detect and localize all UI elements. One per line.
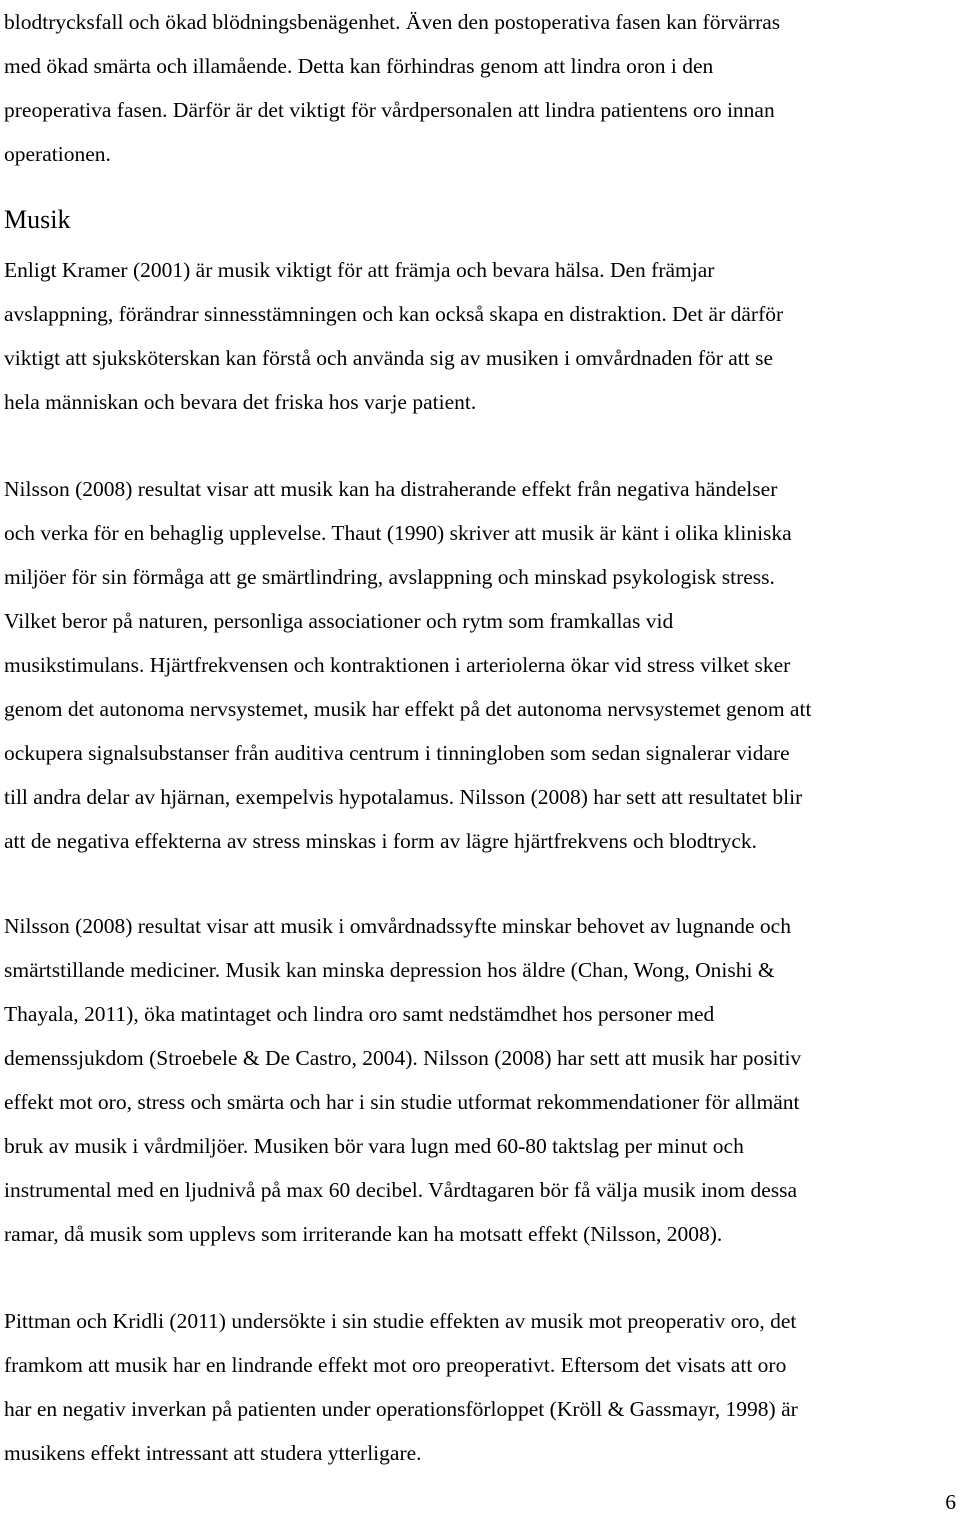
text-line: Enligt Kramer (2001) är musik viktigt för att främja och bevara hälsa. Den främjar: [4, 258, 715, 282]
text-line: genom det autonoma nervsystemet, musik har effekt på det autonoma nervsystemet genom att: [4, 697, 812, 721]
text-line: instrumental med en ljudnivå på max 60 decibel. Vårdtagaren bör få välja musik inom dessa: [4, 1178, 798, 1202]
section-heading: Musik: [4, 205, 71, 234]
text-line: miljöer för sin förmåga att ge smärtlindring, avslappning och minskad psykologisk stress.: [4, 565, 775, 589]
text-line: Pittman och Kridli (2011) undersökte i sin studie effekten av musik mot preoperativ oro, det: [4, 1309, 797, 1333]
text-line: att de negativa effekterna av stress minskas i form av lägre hjärtfrekvens och blodtryck.: [4, 829, 758, 853]
text-line: demenssjukdom (Stroebele & De Castro, 2004). Nilsson (2008) har sett att musik har positiv: [4, 1046, 802, 1070]
text-line: effekt mot oro, stress och smärta och har i sin studie utformat rekommendationer för allmänt: [4, 1090, 800, 1114]
text-line: bruk av musik i vårdmiljöer. Musiken bör vara lugn med 60-80 taktslag per minut och: [4, 1134, 744, 1158]
text-line: musikstimulans. Hjärtfrekvensen och kontraktionen i arteriolerna ökar vid stress vilket sker: [4, 653, 791, 677]
text-line: preoperativa fasen. Därför är det viktigt för vårdpersonalen att lindra patientens oro innan: [4, 98, 775, 122]
text-line: ramar, då musik som upplevs som irriterande kan ha motsatt effekt (Nilsson, 2008).: [4, 1222, 723, 1246]
text-line: operationen.: [4, 142, 111, 166]
text-line: Nilsson (2008) resultat visar att musik kan ha distraherande effekt från negativa händelser: [4, 477, 778, 501]
paragraph-intro: [4, 0, 780, 176]
paragraph-pittman: [4, 1299, 798, 1475]
text-line: med ökad smärta och illamående. Detta kan förhindras genom att lindra oron i den: [4, 54, 714, 78]
text-line: hela människan och bevara det friska hos varje patient.: [4, 390, 477, 414]
text-line: ockupera signalsubstanser från auditiva centrum i tinningloben som sedan signalerar vidare: [4, 741, 790, 765]
text-line: viktigt att sjuksköterskan kan förstå och använda sig av musiken i omvårdnaden för att se: [4, 346, 774, 370]
text-line: till andra delar av hjärnan, exempelvis hypotalamus. Nilsson (2008) har sett att resultatet blir: [4, 785, 803, 809]
page-number: 6: [945, 1490, 956, 1514]
text-line: Vilket beror på naturen, personliga associationer och rytm som framkallas vid: [4, 609, 674, 633]
paragraph-kramer: [4, 248, 783, 424]
text-line: och verka för en behaglig upplevelse. Thaut (1990) skriver att musik är känt i olika kliniska: [4, 521, 792, 545]
text-line: har en negativ inverkan på patienten under operationsförloppet (Kröll & Gassmayr, 1998) är: [4, 1397, 798, 1421]
text-line: Nilsson (2008) resultat visar att musik i omvårdnadssyfte minskar behovet av lugnande och: [4, 914, 791, 938]
text-line: musikens effekt intressant att studera ytterligare.: [4, 1441, 422, 1465]
paragraph-nilsson-care: [4, 904, 801, 1256]
text-line: framkom att musik har en lindrande effekt mot oro preoperativt. Eftersom det visats att oro: [4, 1353, 787, 1377]
paragraph-nilsson-distraction: [4, 467, 811, 863]
text-line: avslappning, förändrar sinnesstämningen och kan också skapa en distraktion. Det är därför: [4, 302, 784, 326]
text-line: blodtrycksfall och ökad blödningsbenägenhet. Även den postoperativa fasen kan förvärras: [4, 10, 781, 34]
text-line: Thayala, 2011), öka matintaget och lindra oro samt nedstämdhet hos personer med: [4, 1002, 715, 1026]
text-line: smärtstillande mediciner. Musik kan minska depression hos äldre (Chan, Wong, Onishi &: [4, 958, 775, 982]
